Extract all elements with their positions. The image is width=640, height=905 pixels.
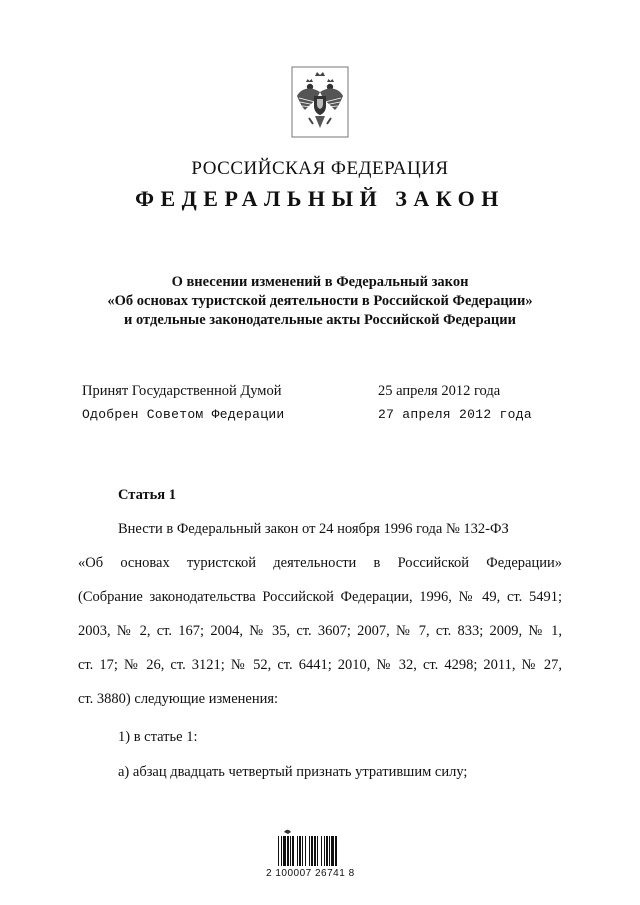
barcode-bar [309,836,310,866]
adoption-date: 25 апреля 2012 года [378,383,501,399]
barcode-bar [317,836,318,866]
adoption-federation-council [82,407,532,422]
article-subitem: а) абзац двадцать четвертый признать утратившим силу; [118,764,468,780]
article-text-line: «Об основах туристской деятельности в Российской Федерации» [78,555,562,571]
barcode-bar [302,836,303,866]
law-title [0,273,640,330]
adoption-label: Принят Государственной Думой [82,383,282,399]
article-text-line: (Собрание законодательства Российской Федерации, 1996, № 49, ст. 5491; [78,589,562,605]
article-item: 1) в статье 1: [118,729,198,745]
article-text-line: ст. 17; № 26, ст. 3121; № 52, ст. 6441; 2010, № 32, ст. 4298; 2011, № 27, [78,657,562,673]
barcode-bar [281,836,282,866]
article-text-line: 2003, № 2, ст. 167; 2004, № 35, ст. 3607; 2007, № 7, ст. 833; 2009, № 1, [78,623,562,639]
barcode-bar [326,836,328,866]
coat-of-arms-emblem [291,66,349,138]
barcode-bar [329,836,330,866]
document-type: ФЕДЕРАЛЬНЫЙ ЗАКОН [135,186,505,211]
barcode-bar [278,836,279,866]
barcode-bar [299,836,301,866]
adoption-duma [82,383,501,400]
adoption-label: Одобрен Советом Федерации [82,407,285,422]
barcode [270,826,360,870]
law-title-line: и отдельные законодательные акты Российской Федерации [124,312,516,328]
barcode-bar [290,836,291,866]
barcode-bar [331,836,334,866]
barcode-digits: 2 100007 26741 8 [266,868,355,879]
law-title-line: О внесении изменений в Федеральный закон [171,274,469,290]
article-text-line: Внести в Федеральный закон от 24 ноября 1996 года № 132-ФЗ [118,521,509,537]
barcode-bar [335,836,337,866]
country-name: РОССИЙСКАЯ ФЕДЕРАЦИЯ [191,158,449,179]
barcode-bar [314,836,316,866]
barcode-bar [297,836,298,866]
article-text-line: ст. 3880) следующие изменения: [78,691,279,707]
barcode-bar [283,836,286,866]
barcode-bar [305,836,306,866]
barcode-bar [324,836,325,866]
barcode-bar [292,836,294,866]
adoption-date: 27 апреля 2012 года [378,407,532,422]
barcode-bar [311,836,313,866]
barcode-bar [287,836,289,866]
article-heading: Статья 1 [118,487,176,503]
barcode-bar [321,836,322,866]
law-title-line: «Об основах туристской деятельности в Российской Федерации» [107,293,533,309]
